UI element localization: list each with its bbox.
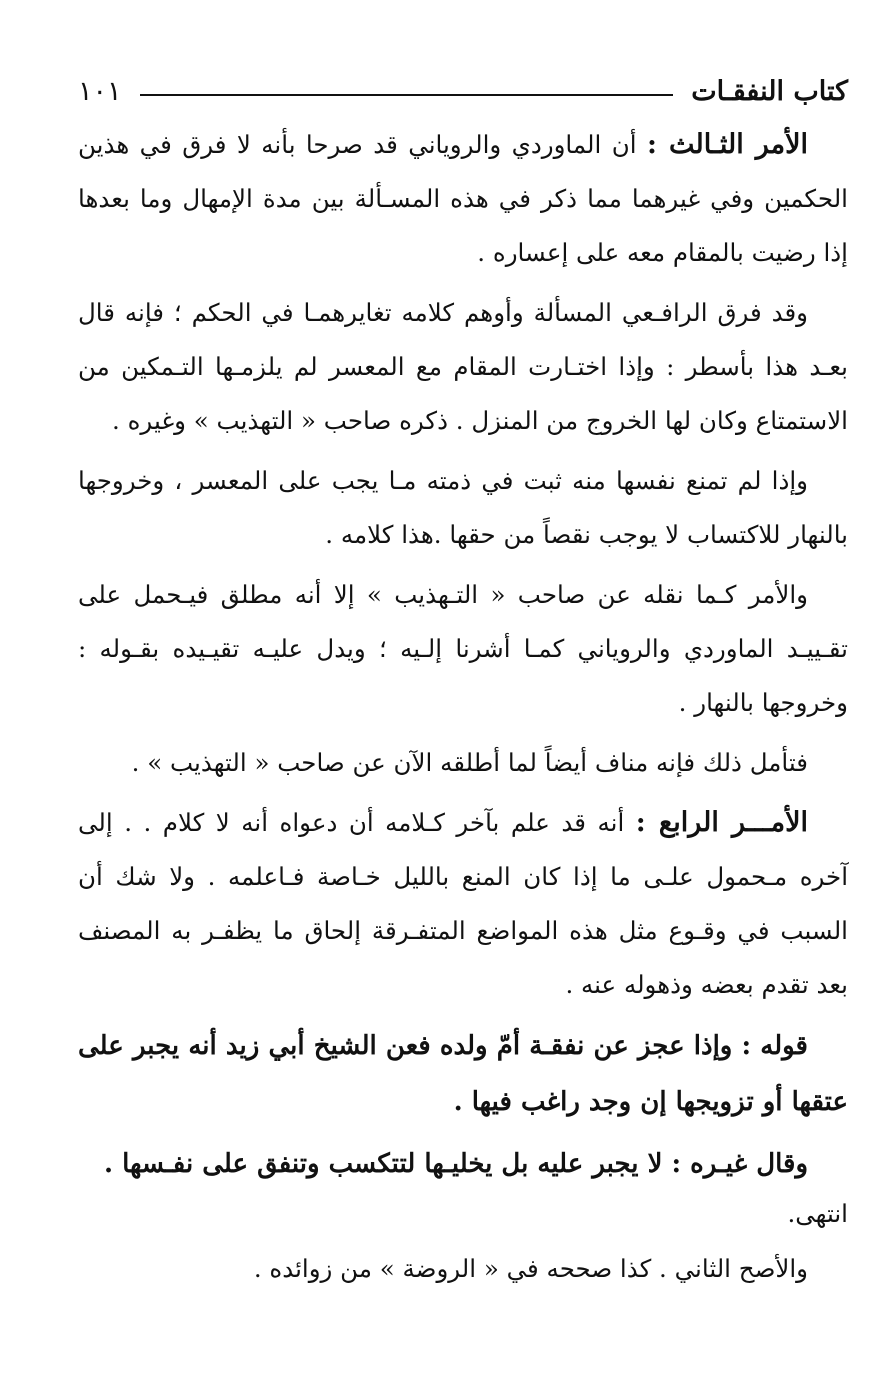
paragraph-5: فتأمل ذلك فإنه مناف أيضاً لما أطلقه الآن عن صاحب « التهذيب » . — [131, 748, 808, 777]
page-number: ١٠١ — [78, 75, 122, 107]
paragraph-3: وإذا لم تمنع نفسها منه ثبت في ذمته مـا يجب على المعسر ، وخروجها بالنهار للاكتساب لا يوجب نقصاً من حقها .هذا كلامه . — [78, 466, 848, 549]
book-page — [78, 64, 848, 1302]
paragraph-9: انتهى. — [787, 1199, 848, 1228]
paragraph-4: والأمر كـما نقله عن صاحب « التـهذيب » إلا أنه مطلق فيـحمل على تقـييـد الماوردي والروياني كمـا أشرنا إلـيه ؛ ويدل عليـه تقيـيده بقـوله : وخروجها بالنهار . — [78, 580, 848, 717]
paragraph-8-quote: وقال غيـره : لا يجبر عليه بل يخليـها لتتكسب وتنفق على نفـسها . — [103, 1149, 808, 1179]
paragraph-2: وقد فرق الرافـعي المسألة وأوهم كلامه تغايرهمـا في الحكم ؛ فإنه قال بعـد هذا بأسطر : وإذا اختـارت المقام مع المعسر لم يلزمـها التـمكين من الاستمتاع وكان لها الخروج من المنزل . ذكره صاحب « التهذيب » وغيره . — [78, 298, 848, 435]
page-header — [78, 64, 848, 118]
paragraph-7-quote: قوله : وإذا عجز عن نفقـة أمّ ولده فعن الشيخ أبي زيد أنه يجبر على عتقها أو تزويجها إن وجد راغب فيها . — [78, 1031, 848, 1117]
paragraph-6: الأمـــر الرابع : أنه قد علم بآخر كـلامه أن دعواه أنه لا كلام . . إلى آخره مـحمول علـى ما إذا كان المنع بالليل خـاصة فـاعلمه . ولا شك أن السبب في وقـوع مثل هذه المواضع المتفـرقة إلحاق ما يظفـر به المصنف بعد تقدم بعضه وذهوله عنه . — [78, 807, 848, 999]
paragraph-10: والأصح الثاني . كذا صححه في « الروضة » من زوائده . — [253, 1254, 808, 1283]
header-rule — [140, 94, 674, 96]
paragraph-1: الأمر الثـالث : أن الماوردي والروياني قد صرحا بأنه لا فرق في هذين الحكمين وفي غيرهما مما ذكر في هذه المسـألة بين مدة الإمهال وما بعدها إذا رضيت بالمقام معه على إعساره . — [78, 129, 848, 267]
book-title: كتاب النفقـات — [691, 75, 848, 107]
